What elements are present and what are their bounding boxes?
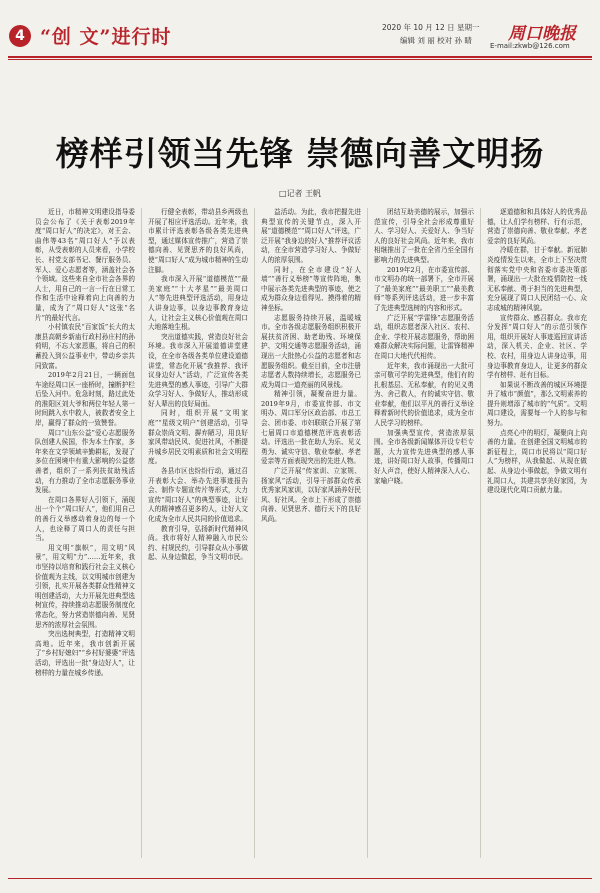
footer-divider [8, 878, 592, 879]
article-paragraph: 2019年2月21日，一辆面包车途经周口区一座桥时，撞断护栏后坠入河中。危急时刻，路过此处的淮阳区刘大爷和两位年轻人第一时间跳入水中救人，被救者安全上岸，赢得了群众的一致赞誉。 [35, 371, 135, 428]
column-divider [141, 208, 142, 858]
article-column-4 [374, 208, 474, 864]
article-paragraph: 同时，在全市建设“好人墙”“善行义举榜”等宣传阵地，集中展示各类先进典型的事迹，使之成为群众身边看得见、摸得着的精神坐标。 [261, 265, 361, 312]
header-divider-thin [8, 59, 592, 60]
page-number-badge: 4 [9, 25, 31, 47]
article-paragraph: 点亮心中的明灯，凝聚向上向善的力量。在创建全国文明城市的新征程上，周口市民将以“周口好人”为榜样，从我做起、从现在做起、从身边小事做起，争做文明有礼周口人，共建共享美好家园，为建设现代化周口贡献力量。 [487, 428, 587, 495]
article-paragraph: 冷暖在群，甘于奉献。新冠肺炎疫情发生以来，全市上下坚决贯彻落实党中央和省委市委决策部署，涌现出一大批在疫情防控一线无私奉献、勇于担当的先进典型，充分展现了周口人民团结一心、众志成城的精神风貌。 [487, 246, 587, 312]
article-paragraph: 在周口各界好人引领下，涌现出一个个“周口好人”，他们用自己的善行义举感动着身边的每一个人，也诠释了周口人的责任与担当。 [35, 495, 135, 543]
column-divider [367, 208, 368, 858]
article-paragraph: 小村镇农民“百家饭”长大的太康县高朝乡新庙行政村孙庄村的孙荷明，不忘大家恩惠，将自己的积蓄投入到公益事业中，带动乡亲共同致富。 [35, 323, 135, 370]
editor-credit: 编辑 刘 丽 校对 孙 睛 [400, 36, 472, 45]
article-paragraph: 周口“山东公益”爱心志愿服务队创建人侯国，作为本土作家，多年来在文学领域辛勤耕耘，发现了多位在困境中有重大影响的公益慈善者，组织了一系列扶贫助残活动，有力推动了全市志愿服务事业发展。 [35, 428, 135, 495]
column-divider [480, 208, 481, 858]
article-paragraph: 宣传群众、感召群众。我市充分发挥“周口好人”的示范引领作用，组织开展好人事迹巡回宣讲活动，深入机关、企业、社区、学校、农村，用身边人讲身边事，用身边事教育身边人，让更多的群众学有榜样、赶有目标。 [487, 313, 587, 380]
article-paragraph: 广泛开展“学雷锋”志愿服务活动，组织志愿者深入社区、农村、企业、学校开展志愿服务，帮助困难群众解决实际问题，让雷锋精神在周口大地代代相传。 [374, 313, 474, 360]
article-paragraph: 近日，市精神文明建设指导委员会公布了《关于表彰2019年度“周口好人”的决定》，对王会、曲伟等43名“周口好人”予以表彰，从受表彰的人员来看，小学校长、村党支部书记、餐厅服务员、军人、爱心志愿者等，涵盖社会各个领域。这些来自全市社会各界的人士，用自己的一言一行在日常工作和生活中诠释着向上向善的力量，成为了“周口好人”这张“名片”的最好代言。 [35, 208, 135, 322]
article-body [35, 208, 587, 864]
article-paragraph: 用文明“旗帜”，用文明“风景”，用文明“力”……近年来，我市坚持以培育和践行社会主义核心价值观为主线，以文明城市创建为引领，扎实开展各类群众性精神文明创建活动，大力开展先进典型选树宣传，持续推动志愿服务制度化常态化，努力营造崇德向善、见贤思齐的浓厚社会氛围。 [35, 543, 135, 629]
article-column-3 [261, 208, 361, 864]
page-header [0, 0, 600, 68]
article-paragraph: 行健全表彰，带动县乡两级也开展了相应评选活动。近年来，我市累计评选表彰各级各类先进典型，通过媒体宣传推广，营造了崇德向善、见贤思齐的良好风尚，使“周口好人”成为城市精神的生动注脚。 [148, 208, 248, 274]
section-title: “创 文”进行时 [40, 26, 172, 48]
column-divider [254, 208, 255, 858]
article-paragraph: 逐道德和和具体好人的优秀品德，让人们学有榜样、行有示范，营造了崇德向善、敬业奉献、孝老爱亲的良好风尚。 [487, 208, 587, 245]
newspaper-logo: 周口晚报 [508, 24, 576, 44]
issue-date: 2020 年 10 月 12 日 星期一 [382, 23, 480, 32]
article-paragraph: 近年来，我市涌现出一大批可亲可敬可学的先进典型，他们有的扎根基层、无私奉献，有的见义勇为、舍己救人，有的诚实守信、敬业奉献，他们以平凡的善行义举诠释着新时代的价值追求，成为全市人民学习的榜样。 [374, 361, 474, 428]
article-paragraph: 突出道德实践，营造良好社会环境。我市深入开展道德讲堂建设，在全市各级各类单位建设道德讲堂，常态化开展“我推荐、我评议身边好人”活动，广泛宣传各类先进典型的感人事迹，引导广大群众学习好人、争做好人，推动形成好人辈出的良好局面。 [148, 332, 248, 408]
article-column-5 [487, 208, 587, 864]
article-paragraph: 同时，组织开展“文明家庭”“星级文明户”创建活动，引导群众崇尚文明、摒弃陋习，用良好家风带动民风、促进社风，不断提升城乡居民文明素质和社会文明程度。 [148, 409, 248, 466]
article-paragraph: 教育引导，弘扬新时代精神风尚。我市将好人精神融入市民公约、村规民约，引导群众从小事做起、从身边做起，争当文明市民。 [148, 524, 248, 562]
article-paragraph: 团结互助美德的展示，加强示范宣传，引导全社会形成尊重好人、学习好人、关爱好人、争当好人的良好社会风尚。近年来，我市相继推出了一批在全省乃至全国有影响力的先进典型。 [374, 208, 474, 264]
article-column-2 [148, 208, 248, 864]
article-paragraph: 精神引领，凝聚奋进力量。2019年9月，市委宣传部、市文明办、周口军分区政治部、市总工会、团市委、市妇联联合开展了第七届周口市道德模范评选表彰活动。评选出一批在助人为乐、见义勇为、诚实守信、敬业奉献、孝老爱亲等方面表现突出的先进人物。 [261, 390, 361, 466]
contact-email: E-mail:zkwb@126.com [490, 42, 570, 50]
article-byline: □记者 王帆 [278, 189, 322, 198]
article-paragraph: 突出选树典型，打造精神文明高地。近年来，我市创新开展了“乡村好媳妇”“乡村好婆婆”评选活动，评选出一批“身边好人”，让榜样的力量在城乡传递。 [35, 630, 135, 677]
article-headline: 榜样引领当先锋 崇德向善文明扬 [55, 134, 545, 173]
article-paragraph: 各县市区也纷纷行动，通过召开表彰大会、举办先进事迹报告会、制作专题宣传片等形式，大力宣传“周口好人”的典型事迹，让好人的精神感召更多的人，让好人文化成为全市人民共同的价值追求。 [148, 467, 248, 523]
article-paragraph: 加强典型宣传，营造浓厚氛围。全市各级新闻媒体开设专栏专题，大力宣传先进典型的感人事迹，讲好周口好人故事，传播周口好人声音，使好人精神深入人心、家喻户晓。 [374, 428, 474, 485]
header-divider [8, 56, 592, 58]
article-paragraph: 广泛开展“传家训、立家规、扬家风”活动，引导干部群众传承优秀家风家训，以好家风涵养好民风、好社风。全市上下形成了崇德向善、见贤思齐、德行天下的良好风尚。 [261, 467, 361, 523]
article-paragraph: 如果说不断改善的城区环境提升了城市“颜值”，那么文明素养的提升则增添了城市的“气质”。文明周口建设，需要每一个人的参与和努力。 [487, 380, 587, 428]
article-paragraph: 2019年2月，在市委宣传部、市文明办的统一部署下，全市开展了“最美家庭”“最美职工”“最美教师”等系列评选活动，进一步丰富了先进典型选树的内容和形式。 [374, 265, 474, 312]
article-paragraph: 益活动。为此，我市把握先进典型宣传的关键节点，深入开展“道德模范”“周口好人”评选，广泛开展“我身边的好人”推荐评议活动，在全市营造学习好人、争做好人的浓厚氛围。 [261, 208, 361, 264]
article-column-1 [35, 208, 135, 864]
article-paragraph: 我市深入开展“道德模范”“最美家庭”“十大孝星”“最美周口人”等先进典型评选活动，用身边人讲身边事，以身边事教育身边人，让社会主义核心价值观在周口大地落地生根。 [148, 275, 248, 332]
article-paragraph: 志愿服务持续开展，温暖城市。全市各级志愿服务组织积极开展扶贫济困、助老助残、环境保护、文明交通等志愿服务活动，涌现出一大批热心公益的志愿者和志愿服务组织。截至目前，全市注册志愿者人数持续增长，志愿服务已成为周口一道亮丽的风景线。 [261, 313, 361, 389]
